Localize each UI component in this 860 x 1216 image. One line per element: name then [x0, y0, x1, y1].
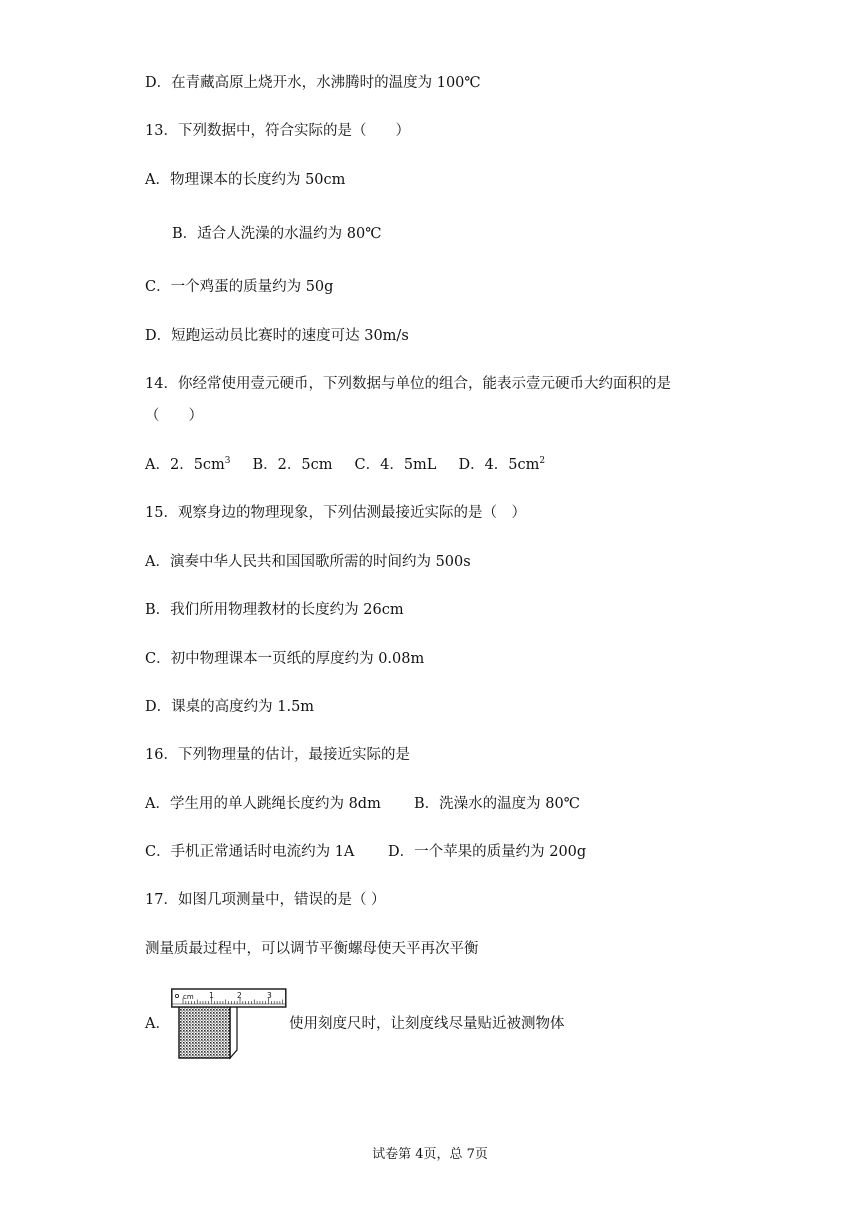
q16-stem: 16．下列物理量的估计，最接近实际的是 [145, 747, 410, 763]
q16-option-a: A．学生用的单人跳绳长度约为 8dm [145, 796, 381, 812]
q16-option-c: C．手机正常通话时电流约为 1A [145, 844, 355, 860]
q16-option-d: D．一个苹果的质量约为 200g [388, 844, 587, 860]
q14-options [145, 455, 545, 475]
q14-option-a: A．2．$5cm^3$ [145, 456, 231, 473]
q13-option-c: C．一个鸡蛋的质量约为 50g [145, 279, 334, 295]
measured-block [179, 1000, 237, 1058]
q14-option-c: C．4．5mL [354, 457, 437, 473]
ruler [172, 989, 286, 1007]
ruler-tick-label-2: 2 [237, 991, 242, 1000]
q17-option-a-text: 使用刻度尺时，让刻度线尽量贴近被测物体 [289, 1016, 565, 1032]
q15-option-c: C．初中物理课本一页纸的厚度约为 0.08m [145, 651, 425, 667]
q14-paren: （ ） [145, 408, 203, 424]
q13-option-d: D．短跑运动员比赛时的速度可达 30m/s [145, 328, 409, 344]
q15-option-d: D．课桌的高度约为 1.5m [145, 699, 315, 715]
q13-stem: 13．下列数据中，符合实际的是（ ） [145, 123, 410, 139]
q15-option-b: B．我们所用物理教材的长度约为 26cm [145, 602, 404, 618]
q17-note: 测量质最过程中，可以调节平衡螺母使天平再次平衡 [145, 941, 479, 957]
ruler-measurement-figure [171, 988, 287, 1064]
q13-option-a: A．物理课本的长度约为 50cm [145, 172, 346, 188]
q13-option-b: B．适合人洗澡的水温约为 80℃ [172, 226, 382, 242]
q14-option-b: B．2．5cm [252, 457, 333, 473]
q15-stem: 15．观察身边的物理现象，下列估测最接近实际的是（ ） [145, 505, 526, 521]
q17-stem: 17．如图几项测量中，错误的是（ ） [145, 892, 386, 908]
q12-option-d: D．在青藏高原上烧开水，水沸腾时的温度为 100℃ [145, 75, 481, 91]
q16-option-b: B．洗澡水的温度为 80℃ [414, 796, 580, 812]
q14-option-d: D．4．$5cm^2$ [458, 456, 546, 473]
ruler-tick-label-3: 3 [267, 991, 272, 1000]
ruler-unit-label: cm [183, 993, 194, 1001]
q14-stem: 14．你经常使用壹元硬币，下列数据与单位的组合，能表示壹元硬币大约面积的是 [145, 376, 671, 392]
ruler-tick-label-1: 1 [209, 991, 214, 1000]
q15-option-a: A．演奏中华人民共和国国歌所需的时间约为 500s [145, 554, 471, 570]
q17-option-a-label: A． [145, 1016, 170, 1032]
page-footer: 试卷第 4页，总 7页 [372, 1147, 488, 1162]
